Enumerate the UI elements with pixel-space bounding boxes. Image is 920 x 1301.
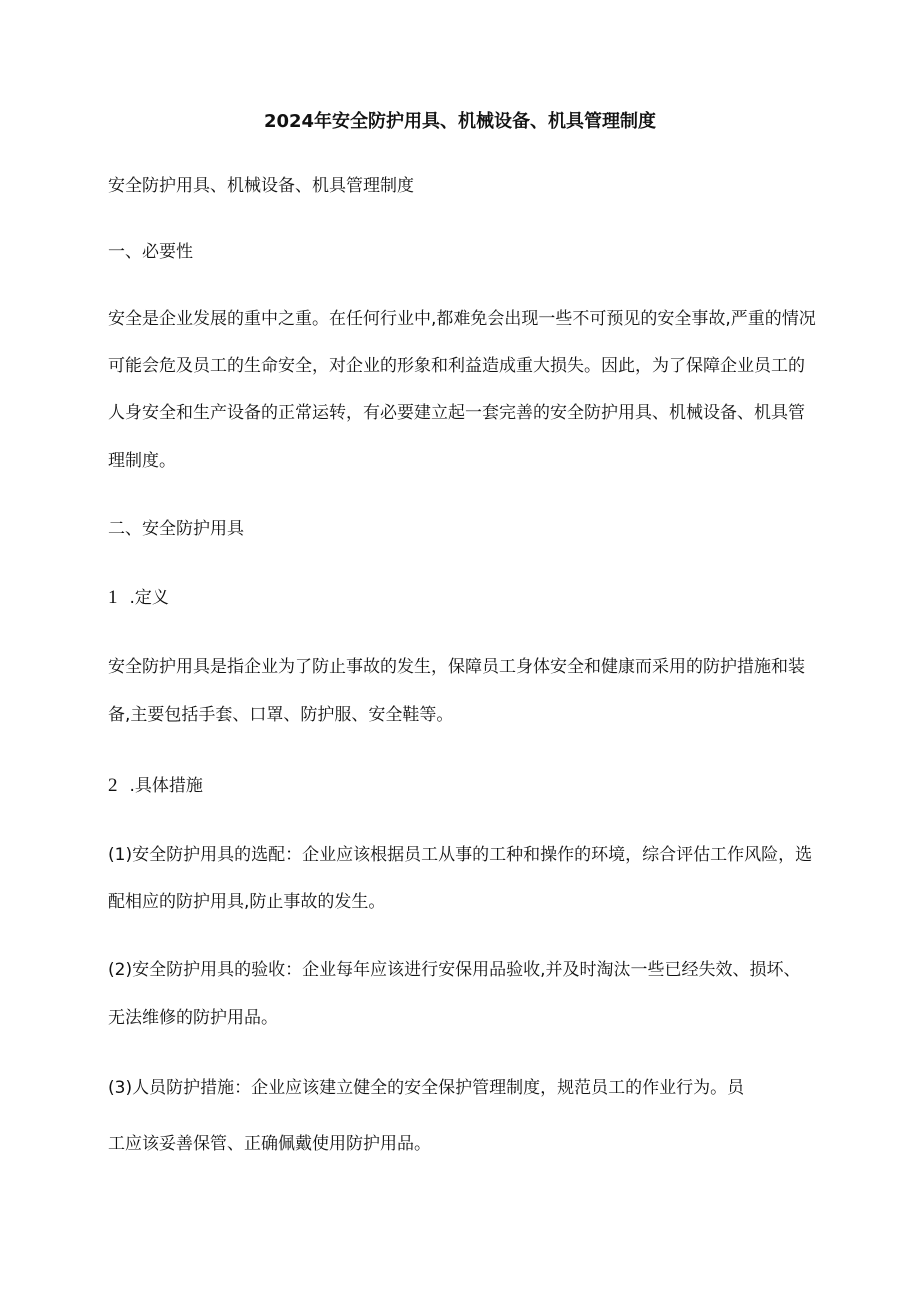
section-2-heading: 二、安全防护用具	[108, 519, 244, 539]
measure-2-line: 无法维修的防护用品。	[108, 1008, 278, 1028]
section-1-paragraph-line: 安全是企业发展的重中之重。在任何行业中,都难免会出现一些不可预见的安全事故,严重的情况	[108, 309, 816, 329]
item-1-title: .定义	[129, 588, 169, 608]
item-1-paragraph-line: 安全防护用具是指企业为了防止事故的发生，保障员工身体安全和健康而采用的防护措施和装	[108, 657, 805, 677]
item-2-number: 2	[108, 775, 118, 796]
item-1-heading	[108, 584, 169, 612]
measure-1-line: (1)安全防护用具的选配：企业应该根据员工从事的工种和操作的环境，综合评估工作风险，选	[108, 845, 813, 865]
section-1-paragraph-line: 人身安全和生产设备的正常运转，有必要建立起一套完善的安全防护用具、机械设备、机具管	[108, 403, 805, 423]
item-2-title: .具体措施	[129, 776, 203, 796]
measure-3-line: 工应该妥善保管、正确佩戴使用防护用品。	[108, 1134, 431, 1154]
item-2-heading	[108, 772, 203, 800]
item-1-paragraph-line: 备,主要包括手套、口罩、防护服、安全鞋等。	[108, 705, 454, 725]
measure-1-line: 配相应的防护用具,防止事故的发生。	[108, 892, 386, 912]
section-1-paragraph-line: 理制度。	[108, 451, 176, 471]
section-1-heading: 一、必要性	[108, 242, 193, 262]
measure-3-line: (3)人员防护措施：企业应该建立健全的安全保护管理制度，规范员工的作业行为。员	[108, 1078, 745, 1098]
section-1-paragraph-line: 可能会危及员工的生命安全，对企业的形象和利益造成重大损失。因此，为了保障企业员工的	[108, 356, 805, 376]
document-title: 2024年安全防护用具、机械设备、机具管理制度	[263, 111, 657, 132]
document-subtitle: 安全防护用具、机械设备、机具管理制度	[108, 176, 414, 196]
item-1-number: 1	[108, 587, 118, 608]
measure-2-line: (2)安全防护用具的验收：企业每年应该进行安保用品验收,并及时淘汰一些已经失效、损坏、	[108, 960, 801, 980]
